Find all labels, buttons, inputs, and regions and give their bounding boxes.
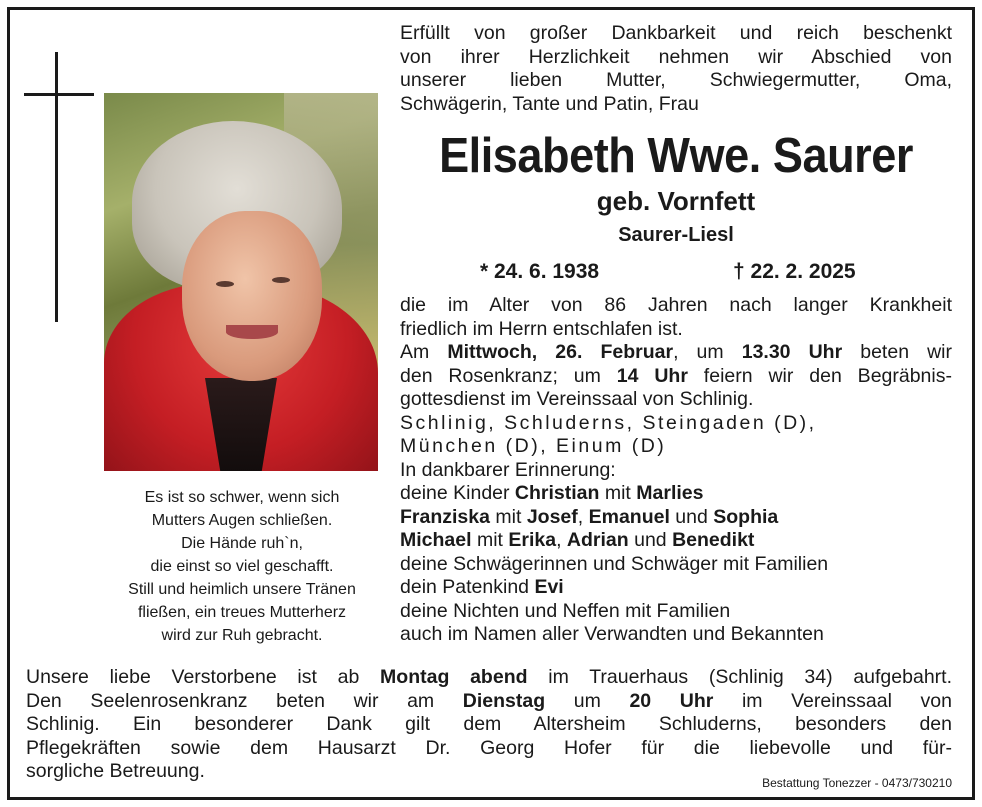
funeral-line: Am Mittwoch, 26. Februar, um 13.30 Uhr beten wir	[400, 341, 953, 363]
nickname: Saurer-Liesl	[618, 224, 734, 246]
poem-line: wird zur Ruh gebracht.	[161, 627, 323, 644]
intro-line: unserer lieben Mutter, Schwiegermutter, Oma,	[400, 69, 952, 91]
intro-text	[400, 22, 952, 116]
viewing-line: Unsere liebe Verstorbene ist ab Montag abend im Trauerhaus (Schlinig 34) aufgebahrt.	[26, 666, 952, 688]
family-line: auch im Namen aller Verwandten und Bekannten	[400, 623, 824, 645]
viewing-line: Schlinig. Ein besonderer Dank gilt dem Altersheim Schluderns, besonders den	[26, 713, 952, 735]
death-date: † 22. 2. 2025	[733, 260, 856, 283]
remembrance-heading: In dankbarer Erinnerung:	[400, 458, 616, 481]
funeral-line: den Rosenkranz; um 14 Uhr feiern wir den Begräbnis-	[400, 364, 952, 387]
family-line: deine Schwägerinnen und Schwäger mit Familien	[400, 552, 829, 575]
family-line: Michael mit Erika, Adrian und Benedikt	[400, 529, 755, 551]
funeral-home-credit: Bestattung Tonezzer - 0473/730210	[762, 776, 952, 790]
birth-date: * 24. 6. 1938	[480, 260, 600, 283]
life-dates	[400, 258, 952, 286]
intro-line: Erfüllt von großer Dankbarkeit und reich beschenkt	[400, 22, 952, 44]
intro-line: Schwägerin, Tante und Patin, Frau	[400, 92, 699, 115]
family-line: dein Patenkind Evi	[400, 576, 564, 598]
poem-line: fließen, ein treues Mutterherz	[137, 604, 347, 621]
announcement-body	[400, 294, 952, 647]
viewing-info	[26, 666, 952, 784]
age-line: die im Alter von 86 Jahren nach langer Krankheit	[400, 294, 952, 316]
intro-line: von ihrer Herzlichkeit nehmen wir Abschied von	[400, 45, 952, 68]
places-line: Schlinig, Schluderns, Steingaden (D),	[400, 411, 817, 434]
family-line: deine Kinder Christian mit Marlies	[400, 482, 704, 504]
viewing-line: Pflegekräften sowie dem Hausarzt Dr. Georg Hofer für die liebevolle und für-	[26, 736, 952, 759]
poem-line: die einst so viel geschafft.	[150, 558, 334, 575]
funeral-line: gottesdienst im Vereinssaal von Schlinig.	[400, 388, 754, 410]
places-line: München (D), Einum (D)	[400, 435, 667, 457]
family-line: Franziska mit Josef, Emanuel und Sophia	[400, 505, 779, 528]
birth-name: geb. Vornfett	[596, 186, 756, 216]
age-line: friedlich im Herrn entschlafen ist.	[400, 317, 683, 340]
family-line: deine Nichten und Neffen mit Familien	[400, 599, 731, 622]
poem-line: Es ist so schwer, wenn sich	[144, 489, 340, 506]
poem	[98, 486, 386, 647]
poem-line: Die Hände ruh`n,	[181, 535, 303, 552]
portrait-photo	[104, 93, 378, 471]
deceased-name: Elisabeth Wwe. Saurer	[439, 129, 913, 183]
poem-line: Still und heimlich unsere Tränen	[128, 581, 356, 598]
poem-line: Mutters Augen schließen.	[151, 512, 333, 529]
viewing-line: Den Seelenrosenkranz beten wir am Dienstag um 20 Uhr im Vereinssaal von	[26, 689, 952, 712]
viewing-line: sorgliche Betreuung.	[26, 760, 205, 782]
